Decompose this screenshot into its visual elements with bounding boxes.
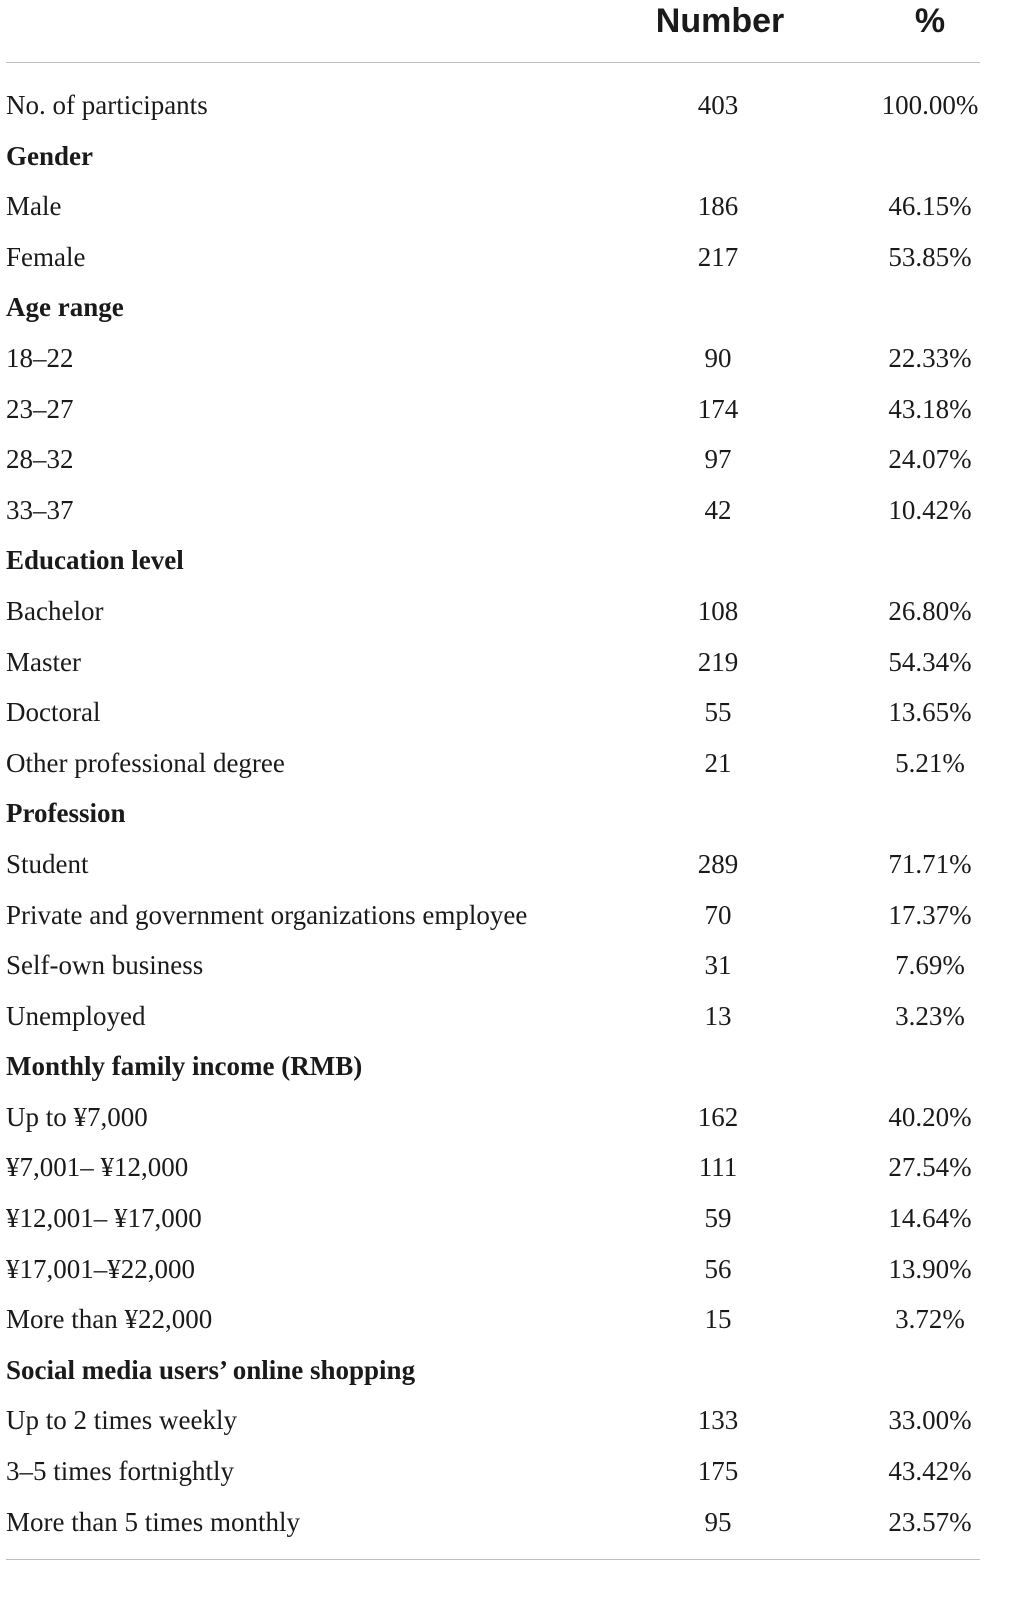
table-header <box>0 0 1017 62</box>
table-row <box>0 232 1017 283</box>
cell-percent: 53.85% <box>888 241 972 272</box>
table-row <box>0 434 1017 485</box>
table-row <box>0 687 1017 738</box>
table-row <box>0 1446 1017 1497</box>
table-row <box>0 1142 1017 1193</box>
row-label: Private and government organizations employee <box>6 899 528 930</box>
table-body <box>0 80 1017 1547</box>
cell-percent: 13.65% <box>888 697 972 728</box>
section-heading-row <box>0 535 1017 586</box>
cell-percent: 40.20% <box>888 1101 972 1132</box>
cell-number: 217 <box>697 241 739 272</box>
cell-number: 108 <box>697 595 739 626</box>
cell-number: 133 <box>697 1405 739 1436</box>
cell-number: 21 <box>704 747 732 778</box>
cell-percent: 43.42% <box>888 1456 972 1487</box>
row-label: ¥12,001– ¥17,000 <box>6 1203 202 1234</box>
cell-percent: 10.42% <box>888 494 972 525</box>
cell-percent: 43.18% <box>888 393 972 424</box>
table-row <box>0 890 1017 941</box>
column-header-number: Number <box>655 2 785 40</box>
table-bottom-divider <box>6 1559 980 1560</box>
table-row <box>0 80 1017 131</box>
cell-number: 42 <box>704 494 732 525</box>
cell-number: 13 <box>704 1000 732 1031</box>
cell-number: 111 <box>698 1152 738 1183</box>
cell-percent: 100.00% <box>881 90 979 120</box>
table-row <box>0 333 1017 384</box>
cell-number: 219 <box>697 646 739 677</box>
row-label: Other professional degree <box>6 747 285 778</box>
cell-number: 31 <box>704 950 732 981</box>
table-row <box>0 586 1017 637</box>
row-label: ¥17,001–¥22,000 <box>6 1253 195 1284</box>
table-row <box>0 181 1017 232</box>
row-label: Up to ¥7,000 <box>6 1101 148 1132</box>
table-row <box>0 738 1017 789</box>
section-heading-row <box>0 788 1017 839</box>
cell-number: 97 <box>704 444 732 475</box>
header-divider <box>6 62 980 63</box>
column-header-percent: % <box>914 2 946 40</box>
row-label: ¥7,001– ¥12,000 <box>6 1152 189 1183</box>
row-label: No. of participants <box>6 90 208 120</box>
table-row <box>0 485 1017 536</box>
cell-number: 175 <box>697 1456 739 1487</box>
section-heading: Age range <box>6 292 124 323</box>
cell-percent: 54.34% <box>888 646 972 677</box>
section-heading-row <box>0 1345 1017 1396</box>
cell-percent: 46.15% <box>888 191 972 222</box>
cell-number: 15 <box>704 1304 732 1335</box>
row-label: 18–22 <box>6 342 74 373</box>
table-row <box>0 1092 1017 1143</box>
row-label: Doctoral <box>6 697 101 728</box>
table-row <box>0 1193 1017 1244</box>
cell-number: 403 <box>697 90 739 120</box>
row-label: Bachelor <box>6 595 104 626</box>
row-label: Female <box>6 241 86 272</box>
cell-number: 186 <box>697 191 739 222</box>
cell-number: 90 <box>704 342 732 373</box>
table-row <box>0 1497 1017 1548</box>
section-heading: Profession <box>6 798 126 829</box>
section-heading-row <box>0 131 1017 182</box>
cell-number: 289 <box>697 848 739 879</box>
cell-percent: 7.69% <box>895 950 965 981</box>
row-label: 33–37 <box>6 494 74 525</box>
table-row <box>0 1395 1017 1446</box>
section-heading: Education level <box>6 545 184 576</box>
cell-number: 55 <box>704 697 732 728</box>
cell-percent: 71.71% <box>888 848 972 879</box>
table-row <box>0 637 1017 688</box>
row-label: Student <box>6 848 89 879</box>
cell-percent: 13.90% <box>888 1253 972 1284</box>
row-label: Male <box>6 191 62 222</box>
cell-number: 59 <box>704 1203 732 1234</box>
cell-number: 95 <box>704 1506 732 1537</box>
row-label: 3–5 times fortnightly <box>6 1456 234 1487</box>
row-label: Up to 2 times weekly <box>6 1405 237 1436</box>
section-heading-row <box>0 1041 1017 1092</box>
cell-percent: 3.72% <box>895 1304 965 1335</box>
row-label: More than 5 times monthly <box>6 1506 300 1537</box>
row-label: Master <box>6 646 81 677</box>
row-label: 23–27 <box>6 393 74 424</box>
cell-percent: 26.80% <box>888 595 972 626</box>
cell-percent: 24.07% <box>888 444 972 475</box>
row-label: Self-own business <box>6 950 204 981</box>
cell-number: 174 <box>697 393 739 424</box>
section-heading: Gender <box>6 140 93 171</box>
cell-number: 162 <box>697 1101 739 1132</box>
cell-percent: 33.00% <box>888 1405 972 1436</box>
table-row <box>0 384 1017 435</box>
section-heading: Monthly family income (RMB) <box>6 1051 363 1082</box>
cell-number: 56 <box>704 1253 732 1284</box>
row-label: Unemployed <box>6 1000 146 1031</box>
table-row <box>0 1294 1017 1345</box>
cell-percent: 23.57% <box>888 1506 972 1537</box>
cell-percent: 5.21% <box>895 747 965 778</box>
cell-percent: 22.33% <box>888 342 972 373</box>
cell-number: 70 <box>704 899 732 930</box>
table-row <box>0 991 1017 1042</box>
row-label: 28–32 <box>6 444 74 475</box>
row-label: More than ¥22,000 <box>6 1304 213 1335</box>
cell-percent: 3.23% <box>895 1000 965 1031</box>
cell-percent: 17.37% <box>888 899 972 930</box>
cell-percent: 27.54% <box>888 1152 972 1183</box>
section-heading: Social media users’ online shopping <box>6 1354 416 1385</box>
table-row <box>0 940 1017 991</box>
section-heading-row <box>0 282 1017 333</box>
table-row <box>0 1244 1017 1295</box>
table-row <box>0 839 1017 890</box>
cell-percent: 14.64% <box>888 1203 972 1234</box>
